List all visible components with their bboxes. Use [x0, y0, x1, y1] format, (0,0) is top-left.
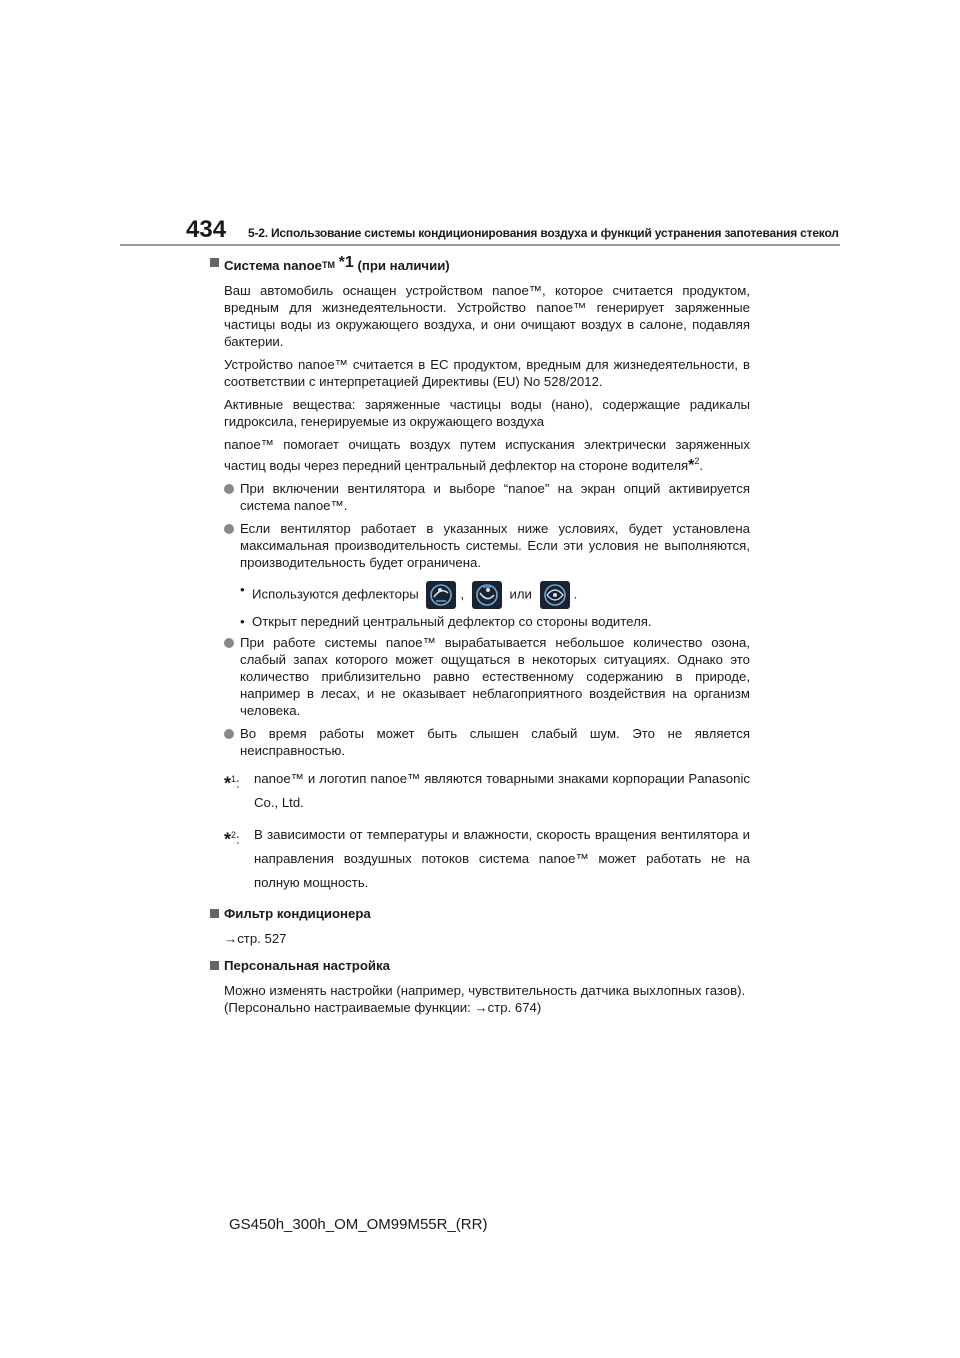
page-footer: GS450h_300h_OM_OM99M55R_(RR): [229, 1216, 488, 1233]
footnote-mark: [224, 767, 240, 795]
footnote-number: 1: [231, 774, 237, 784]
vent-icon: [472, 581, 502, 609]
nanoe-paragraph-4: [224, 436, 750, 474]
footnote-text: nanoe™ и логотип nanoe™ являются товарными знаками корпорации Panasonic Co., Ltd.: [254, 771, 750, 810]
bullet-text: Если вентилятор работает в указанных ниже условиях, будет установлена максимальная производительность системы. Если эти условия не выполняются, производительность будет ограничена.: [240, 521, 750, 570]
sub-list-item: [240, 581, 750, 609]
bullet-text: При включении вентилятора и выборе “nanoe” на экран опций активируется система nanoe™.: [240, 481, 750, 513]
nanoe-paragraph-4-end: .: [699, 458, 704, 473]
nanoe-paragraph-4-text: nanoe™ помогает очищать воздух путем испускания электрически заряженных частиц воды через передний центральный дефлектор на стороне водителя: [224, 437, 750, 473]
bullet-text: При работе системы nanoe™ вырабатывается небольшое количество озона, слабый запах которого может ощущаться в некоторых ситуациях. Однако это количество приблизительно равно естественному содержанию в природе, например в лесах, и не оказывает неблагоприятного воздействия на организм человека.: [240, 635, 750, 718]
sub-list-item: [240, 613, 750, 630]
bullet-dot-icon: [224, 638, 234, 648]
footnote-ref-star: *: [688, 457, 695, 474]
vent-icon: [540, 581, 570, 609]
footnote-star: *: [224, 829, 232, 850]
section-filter-title: [210, 905, 750, 922]
bullet-text: Во время работы может быть слышен слабый шум. Это не является неисправностью.: [240, 726, 750, 758]
page-number: 434: [186, 216, 227, 243]
footnote-ref-num: 2: [694, 456, 700, 466]
bullet-dot-icon: [224, 524, 234, 534]
section-nanoe-title: [210, 254, 750, 274]
square-bullet-icon: [210, 909, 219, 918]
footnote-colon: :: [236, 831, 240, 847]
list-item: [224, 520, 750, 571]
sub-item-text: Используются дефлекторы: [252, 586, 419, 602]
bullet-dot-icon: [224, 484, 234, 494]
sub-bullet-icon: •: [240, 614, 245, 629]
nanoe-title-text: Система nanoe: [224, 258, 322, 273]
footnote-1: [224, 767, 750, 815]
list-item: [224, 480, 750, 514]
sub-item-text: Открыт передний центральный дефлектор со стороны водителя.: [252, 614, 652, 629]
page-content: [210, 254, 750, 1022]
filter-page-link[interactable]: →стр. 527: [224, 931, 287, 946]
section-personal-title: [210, 957, 750, 974]
footnote-star: *: [224, 773, 232, 794]
personal-title-text: Персональная настройка: [224, 958, 390, 973]
nanoe-paragraph-1: Ваш автомобиль оснащен устройством nanoe™, которое считается продуктом, вредным для жизнедеятельности. Устройство nanoe™ генерирует заряженные частицы воды из окружающего воздуха, и они очищают воздух в салоне, подавляя бактерии.: [224, 283, 750, 349]
list-item: [224, 725, 750, 759]
personal-paragraph-1: Можно изменять настройки (например, чувствительность датчика выхлопных газов).: [224, 983, 746, 998]
footnote-mark: [224, 823, 240, 851]
footnote-colon: :: [236, 775, 240, 791]
sub-item-sep: ,: [460, 586, 465, 602]
sub-bullet-icon: •: [240, 582, 245, 597]
sub-item-or: или: [509, 586, 532, 602]
footnote-2: [224, 823, 750, 895]
page-header: [186, 214, 839, 244]
filter-title-text: Фильтр кондиционера: [224, 906, 371, 921]
trademark-mark: TM: [322, 260, 335, 270]
section-title-header: 5-2. Использование системы кондиционирования воздуха и функций устранения запотевания стекол: [248, 226, 839, 240]
square-bullet-icon: [210, 961, 219, 970]
personal-paragraph-2[interactable]: (Персонально настраиваемые функции: →стр. 674): [224, 1000, 542, 1015]
header-rule: [120, 244, 840, 246]
list-item: [224, 634, 750, 719]
sub-item-end: .: [573, 586, 578, 602]
footnote-text: В зависимости от температуры и влажности, скорость вращения вентилятора и направления воздушных потоков система nanoe™ может работать не на полную мощность.: [254, 827, 750, 890]
bullet-dot-icon: [224, 729, 234, 739]
vent-icon: [426, 581, 456, 609]
square-bullet-icon: [210, 258, 219, 267]
nanoe-paragraph-3: Активные вещества: заряженные частицы воды (нано), содержащие радикалы гидроксила, генерируемые из окружающего воздуха: [224, 397, 750, 429]
nanoe-paragraph-2: Устройство nanoe™ считается в ЕС продуктом, вредным для жизнедеятельности, в соответствии с интерпретацией Директивы (EU) No 528/2012.: [224, 357, 750, 389]
footnote-number: 2: [231, 830, 237, 840]
footnote-ref: *1: [338, 254, 354, 271]
nanoe-title-suffix: (при наличии): [353, 258, 450, 273]
